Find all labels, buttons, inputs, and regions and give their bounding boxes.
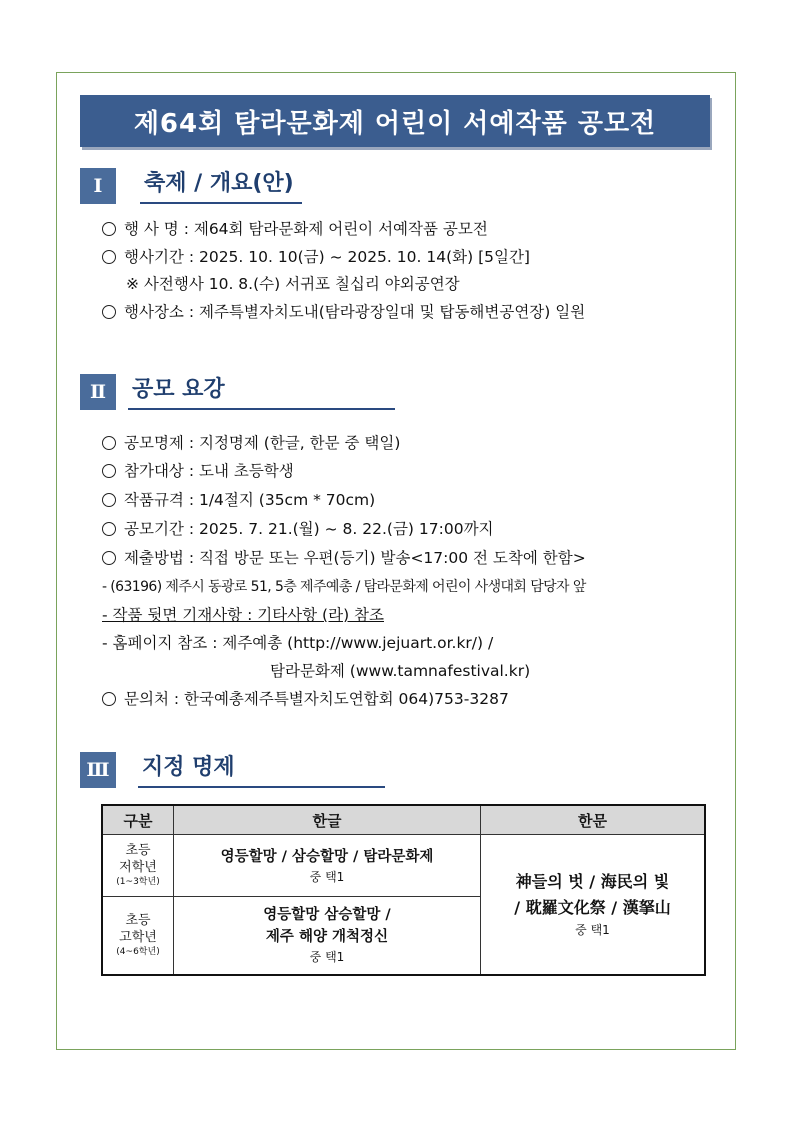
contest-homepage-2: 탐라문화제 (www.tamnafestival.kr) bbox=[270, 662, 531, 680]
section-2-title: 공모 요강 bbox=[128, 374, 395, 410]
overview-event-period: 행사기간 : 2025. 10. 10(금) ~ 2025. 10. 14(화) [5일간] bbox=[102, 246, 530, 268]
section-2-heading bbox=[80, 374, 395, 410]
contest-mailing-address: - (63196) 제주시 동광로 51, 5층 제주예총 / 탐라문화제 어린이 사생대회 담당자 앞 bbox=[102, 579, 586, 595]
section-1-heading bbox=[80, 168, 302, 204]
overview-event-name: 행 사 명 : 제64회 탐라문화제 어린이 서예작품 공모전 bbox=[102, 218, 488, 240]
bullet-circle-icon bbox=[102, 222, 116, 236]
section-3-title: 지정 명제 bbox=[138, 752, 385, 788]
bullet-circle-icon bbox=[102, 692, 116, 706]
hangul-upper: 영등할망 삼승할망 / 제주 해양 개척정신 중 택1 bbox=[174, 897, 481, 975]
header-category: 구분 bbox=[102, 805, 174, 835]
header-hanmun: 한문 bbox=[481, 805, 706, 835]
table-header-row bbox=[102, 805, 705, 835]
contest-submission-method: 제출방법 : 직접 방문 또는 우편(등기) 발송<17:00 전 도착에 한함> bbox=[102, 547, 586, 569]
contest-contact: 문의처 : 한국예총제주특별자치도연합회 064)753-3287 bbox=[102, 688, 509, 710]
overview-pre-event-note: ※ 사전행사 10. 8.(수) 서귀포 칠십리 야외공연장 bbox=[126, 275, 460, 293]
hanmun-cell: 神들의 벗 / 海民의 빛 / 耽羅文化祭 / 漢拏山 중 택1 bbox=[481, 835, 706, 975]
contest-eligibility: 참가대상 : 도내 초등학생 bbox=[102, 460, 294, 482]
contest-period: 공모기간 : 2025. 7. 21.(월) ~ 8. 22.(금) 17:00까지 bbox=[102, 518, 494, 540]
table-row bbox=[102, 835, 705, 897]
section-1-number: Ⅰ bbox=[80, 168, 116, 204]
theme-table bbox=[101, 804, 706, 976]
contest-theme: 공모명제 : 지정명제 (한글, 한문 중 택일) bbox=[102, 432, 400, 454]
page-title: 제64회 탐라문화제 어린이 서예작품 공모전 bbox=[80, 95, 710, 147]
section-1-title: 축제 / 개요(안) bbox=[140, 168, 302, 204]
hangul-lower: 영등할망 / 삼승할망 / 탐라문화제 중 택1 bbox=[174, 835, 481, 897]
contest-back-info: - 작품 뒷면 기재사항 : 기타사항 (라) 참조 bbox=[102, 606, 384, 624]
overview-event-venue: 행사장소 : 제주특별자치도내(탐라광장일대 및 탑동해변공연장) 일원 bbox=[102, 301, 585, 323]
contest-paper-size: 작품규격 : 1/4절지 (35cm * 70cm) bbox=[102, 489, 375, 511]
section-3-heading bbox=[80, 752, 385, 788]
bullet-circle-icon bbox=[102, 436, 116, 450]
bullet-circle-icon bbox=[102, 464, 116, 478]
grade-upper: 초등 고학년 (4~6학년) bbox=[102, 897, 174, 975]
section-2-number: Ⅱ bbox=[80, 374, 116, 410]
header-hangul: 한글 bbox=[174, 805, 481, 835]
bullet-circle-icon bbox=[102, 305, 116, 319]
section-3-number: Ⅲ bbox=[80, 752, 116, 788]
bullet-circle-icon bbox=[102, 522, 116, 536]
contest-homepage: - 홈페이지 참조 : 제주예총 (http://www.jejuart.or.kr/) / bbox=[102, 634, 494, 652]
bullet-circle-icon bbox=[102, 250, 116, 264]
bullet-circle-icon bbox=[102, 493, 116, 507]
bullet-circle-icon bbox=[102, 551, 116, 565]
grade-lower: 초등 저학년 (1~3학년) bbox=[102, 835, 174, 897]
